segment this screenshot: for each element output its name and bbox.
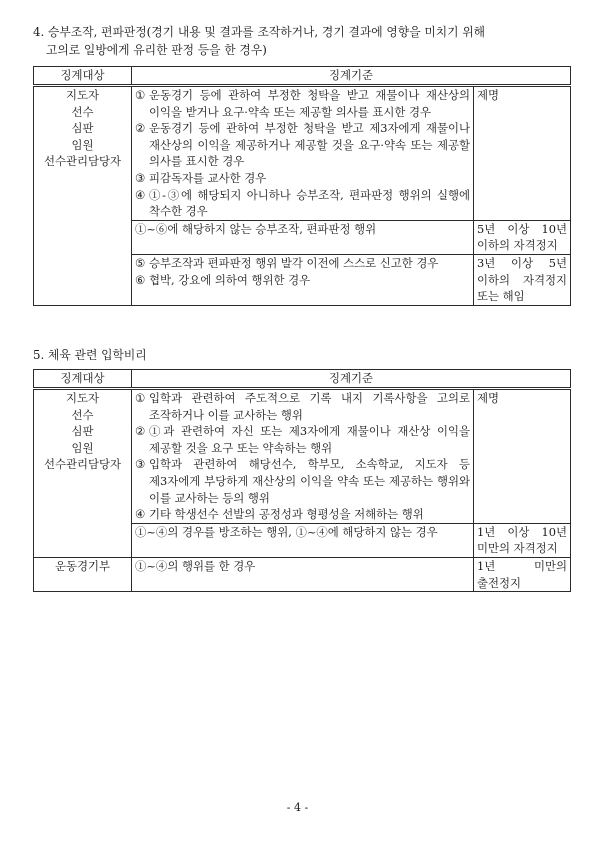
criteria-item: [135, 120, 470, 170]
item-mark: ④: [135, 187, 146, 202]
section4-heading-line1: 4. 승부조작, 편파판정(경기 내용 및 결과를 조작하거나, 경기 결과에 영향을 미치기 위해: [33, 25, 486, 39]
criteria-cell: [132, 220, 474, 254]
item-text: ①과 관련하여 자신 또는 제3자에게 재물이나 재산상 이익을 제공할 것을 요구 또는 약속하는 행위: [149, 424, 470, 455]
criteria-item: [135, 87, 470, 120]
penalty-cell: 3년 이상 5년 이하의 자격정지 또는 해임: [474, 254, 571, 305]
item-text: 협박, 강요에 의하여 행위한 경우: [149, 272, 311, 287]
item-text: 운동경기 등에 관하여 부정한 청탁을 받고 재물이나 재산상의 이익을 받거나 요구·약속 또는 제공할 의사를 표시한 경우: [149, 88, 470, 119]
criteria-item: [135, 506, 470, 523]
section5-heading-text: 5. 체육 관련 입학비리: [33, 348, 147, 362]
target-manager: 선수관리담당자: [43, 154, 122, 169]
penalty-cell: 제명: [474, 86, 571, 221]
item-mark: ⑥: [135, 272, 146, 287]
criteria-cell: [132, 389, 474, 524]
criteria-item: [135, 187, 470, 220]
penalty-cell: 제명: [474, 389, 571, 524]
item-text: ①~④의 경우를 방조하는 행위, ①~④에 해당하지 않는 경우: [135, 524, 438, 539]
criteria-item: [135, 255, 470, 272]
table-row: [34, 557, 571, 591]
table-header-row: [34, 370, 571, 389]
target-club: 운동경기부: [34, 557, 132, 591]
item-mark: ①: [135, 391, 146, 405]
item-text: 기타 학생선수 선발의 공정성과 형평성을 저해하는 행위: [149, 507, 424, 522]
item-text: 운동경기 등에 관하여 부정한 청탁을 받고 제3자에게 재물이나 재산상의 이익을 제공하거나 제공할 것을 요구·약속 또는 제공할 의사를 표시한 경우: [149, 121, 470, 169]
header-target: 징계대상: [34, 370, 132, 389]
section4-heading-line2: 고의로 일방에게 유리한 판정 등을 한 경우): [46, 43, 267, 57]
target-referee: 심판: [71, 424, 94, 439]
criteria-item: [135, 272, 470, 289]
section5-table: [33, 369, 571, 592]
item-mark: ⑤: [135, 255, 146, 270]
header-criteria: 징계기준: [132, 370, 571, 389]
section5-heading: [33, 346, 581, 364]
criteria-cell: [132, 254, 474, 305]
item-text: ①~⑥에 해당하지 않는 승부조작, 편파판정 행위: [135, 221, 377, 236]
penalty-cell: 5년 이상 10년 이하의 자격정지: [474, 220, 571, 254]
target-athlete: 선수: [71, 407, 94, 422]
target-list: [34, 86, 132, 306]
item-text: 피감독자를 교사한 경우: [149, 170, 267, 185]
page-number: - 4 -: [286, 801, 309, 814]
penalty-cell: 1년 이상 10년 미만의 자격정지: [474, 523, 571, 557]
target-coach: 지도자: [65, 88, 99, 102]
item-text: ①~④의 행위를 한 경우: [135, 558, 256, 573]
item-mark: ①: [135, 88, 146, 102]
item-mark: ③: [135, 170, 146, 185]
header-target: 징계대상: [34, 67, 132, 86]
table-header-row: [34, 67, 571, 86]
criteria-cell: [132, 523, 474, 557]
penalty-cell: 1년 미만의 출전정지: [474, 557, 571, 591]
target-list: [34, 389, 132, 558]
criteria-item: [135, 170, 470, 187]
table-row: [34, 86, 571, 221]
section4-table: [33, 66, 571, 306]
item-mark: ②: [135, 121, 146, 136]
target-athlete: 선수: [71, 104, 94, 119]
item-mark: ②: [135, 424, 146, 439]
item-text: 입학과 관련하여 해당선수, 학부모, 소속학교, 지도자 등 제3자에게 부당하게 재산상의 이익을 약속 또는 제공하는 행위와 이를 교사하는 등의 행위: [149, 457, 470, 505]
target-coach: 지도자: [65, 391, 99, 405]
criteria-cell: [132, 86, 474, 221]
table-row: [34, 389, 571, 524]
target-executive: 임원: [71, 440, 94, 455]
item-text: 입학과 관련하여 주도적으로 기록 내지 기록사항을 고의로 조작하거나 이를 교사하는 행위: [149, 391, 470, 422]
item-mark: ③: [135, 457, 146, 472]
item-text: ①-③에 해당되지 아니하나 승부조작, 편파판정 행위의 실행에 착수한 경우: [149, 187, 470, 219]
criteria-item: [135, 423, 470, 456]
criteria-item: [135, 390, 470, 423]
criteria-cell: [132, 557, 474, 591]
header-criteria: 징계기준: [132, 67, 571, 86]
item-text: 승부조작과 편파판정 행위 발각 이전에 스스로 신고한 경우: [149, 255, 439, 270]
target-manager: 선수관리담당자: [43, 457, 122, 472]
criteria-item: [135, 456, 470, 506]
section4-heading: [33, 23, 581, 59]
target-executive: 임원: [71, 137, 94, 152]
target-referee: 심판: [71, 121, 94, 136]
item-mark: ④: [135, 507, 146, 522]
